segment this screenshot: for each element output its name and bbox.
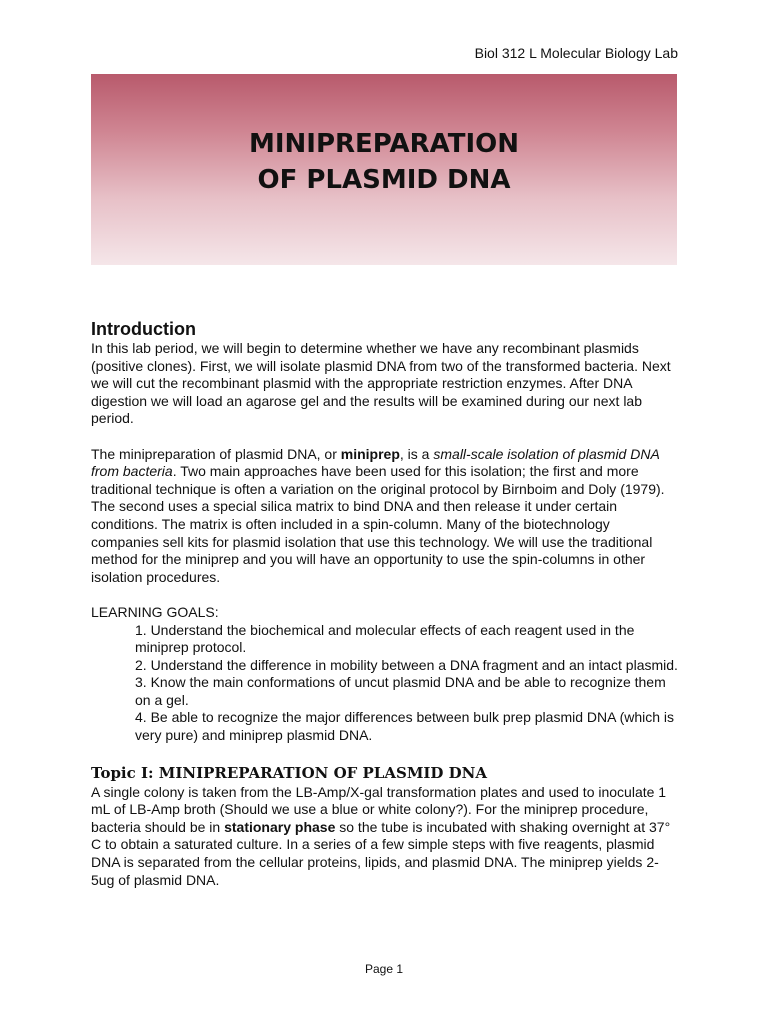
document-body [91,318,681,889]
topic-1-text-b: so the tube is incubated with shaking overnight at 37° C to obtain a saturated culture. In a series of a few simple steps with five reagents, plasmid DNA is separated from the cellular proteins, lipids, and plasmid DNA. The miniprep yields 2-5ug of plasmid DNA. [91,818,671,888]
topic-1-paragraph [91,784,681,890]
miniprep-definition: small-scale isolation of plasmid DNA from bacteria [91,445,660,480]
intro-p2-text-a: The minipreparation of plasmid DNA, or [91,445,341,462]
title-line-2: OF PLASMID DNA [257,165,511,195]
learning-goal-item: 1. Understand the biochemical and molecular effects of each reagent used in the miniprep protocol. [135,621,635,656]
page-number: Page 1 [364,962,404,976]
topic-1-text-a: A single colony is taken from the LB-Amp/X-gal transformation plates and used to inoculate 1 mL of LB-Amp broth (Should we use a blue or white colony?). For the miniprep procedure, bacteria should be in [91,783,667,835]
miniprep-term: miniprep [340,445,400,462]
title-line-1: MINIPREPARATION [248,129,519,159]
learning-goal-item: 2. Understand the difference in mobility between a DNA fragment and an intact plasmid. [135,656,678,673]
title-banner [91,74,677,265]
intro-p2-text-c: . Two main approaches have been used for this isolation; the first and more traditional technique is often a variation on the original protocol by Birnboim and Doly (1979). The second uses a special silica matrix to bind DNA and then release it under certain conditions. The matrix is often included in a spin-column. Many of the biotechnology companies sell kits for plasmid isolation that use this technology. We will use the traditional method for the miniprep and you will have an opportunity to use the spin-columns in other isolation procedures. [91,463,665,585]
learning-goals-heading: LEARNING GOALS: [91,603,219,620]
stationary-phase-term: stationary phase [224,818,336,835]
learning-goal-item: 3. Know the main conformations of uncut plasmid DNA and be able to recognize them on a gel. [135,674,666,708]
learning-goal-item: 4. Be able to recognize the major differences between bulk prep plasmid DNA (which is very pure) and miniprep plasmid DNA. [135,709,675,744]
intro-paragraph-2 [91,446,681,587]
topic-1-heading: Topic I: MINIPREPARATION OF PLASMID DNA [91,763,488,782]
course-header: Biol 312 L Molecular Biology Lab [474,45,678,61]
intro-paragraph-1: In this lab period, we will begin to determine whether we have any recombinant plasmids (positive clones). First, we will isolate plasmid DNA from two of the transformed bacteria. Next we will cut the recombinant plasmid with the appropriate restriction enzymes. After DNA digestion we will load an agarose gel and the results will be examined during our next lab period. [91,340,671,427]
learning-goals-list [91,622,681,745]
document-title [91,126,677,198]
intro-p2-text-b: , is a [399,445,434,462]
introduction-heading: Introduction [91,319,196,339]
